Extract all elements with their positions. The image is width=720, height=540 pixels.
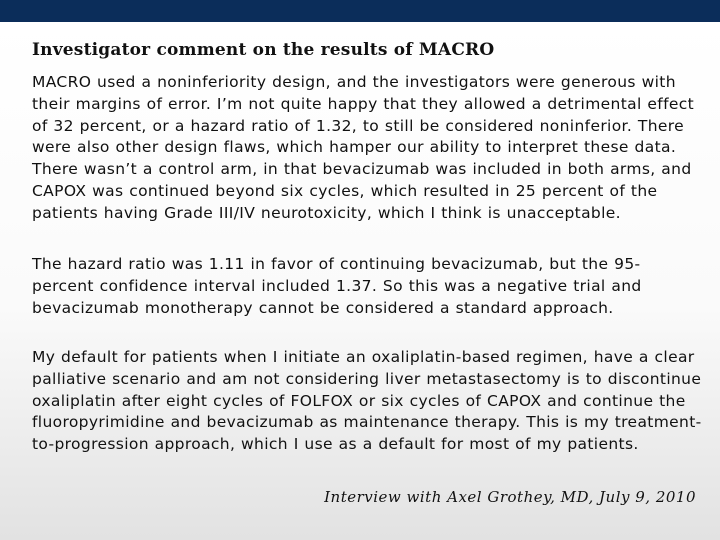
paragraph-default-approach: My default for patients when I initiate an oxaliplatin-based regimen, have a clear palliative scenario and am not considering liver metastasectomy is to discontinue oxaliplatin after eight cycles of FOLFOX or six cycles of CAPOX and continue the fluoropyrimidine and bevacizumab as maintenance therapy. This is my treatment-to-progression approach, which I use as a default for most of my patients. [32,348,702,454]
header-bar [0,0,720,22]
paragraph-hazard-ratio: The hazard ratio was 1.11 in favor of continuing bevacizumab, but the 95-percent confidence interval included 1.37. So this was a negative trial and bevacizumab monotherapy cannot be considered a standard approach. [32,255,642,317]
citation: Interview with Axel Grothey, MD, July 9, 2010 [324,488,696,506]
paragraph-design-critique: MACRO used a noninferiority design, and the investigators were generous with their margins of error. I’m not quite happy that they allowed a detrimental effect of 32 percent, or a hazard ratio of 1.32, to still be considered noninferior. There were also other design flaws, which hamper our ability to interpret these data. There wasn’t a control arm, in that bevacizumab was included in both arms, and CAPOX was continued beyond six cycles, which resulted in 25 percent of the patients having Grade III/IV neurotoxicity, which I think is unacceptable. [32,73,695,222]
slide-title: Investigator comment on the results of MACRO [32,40,495,60]
